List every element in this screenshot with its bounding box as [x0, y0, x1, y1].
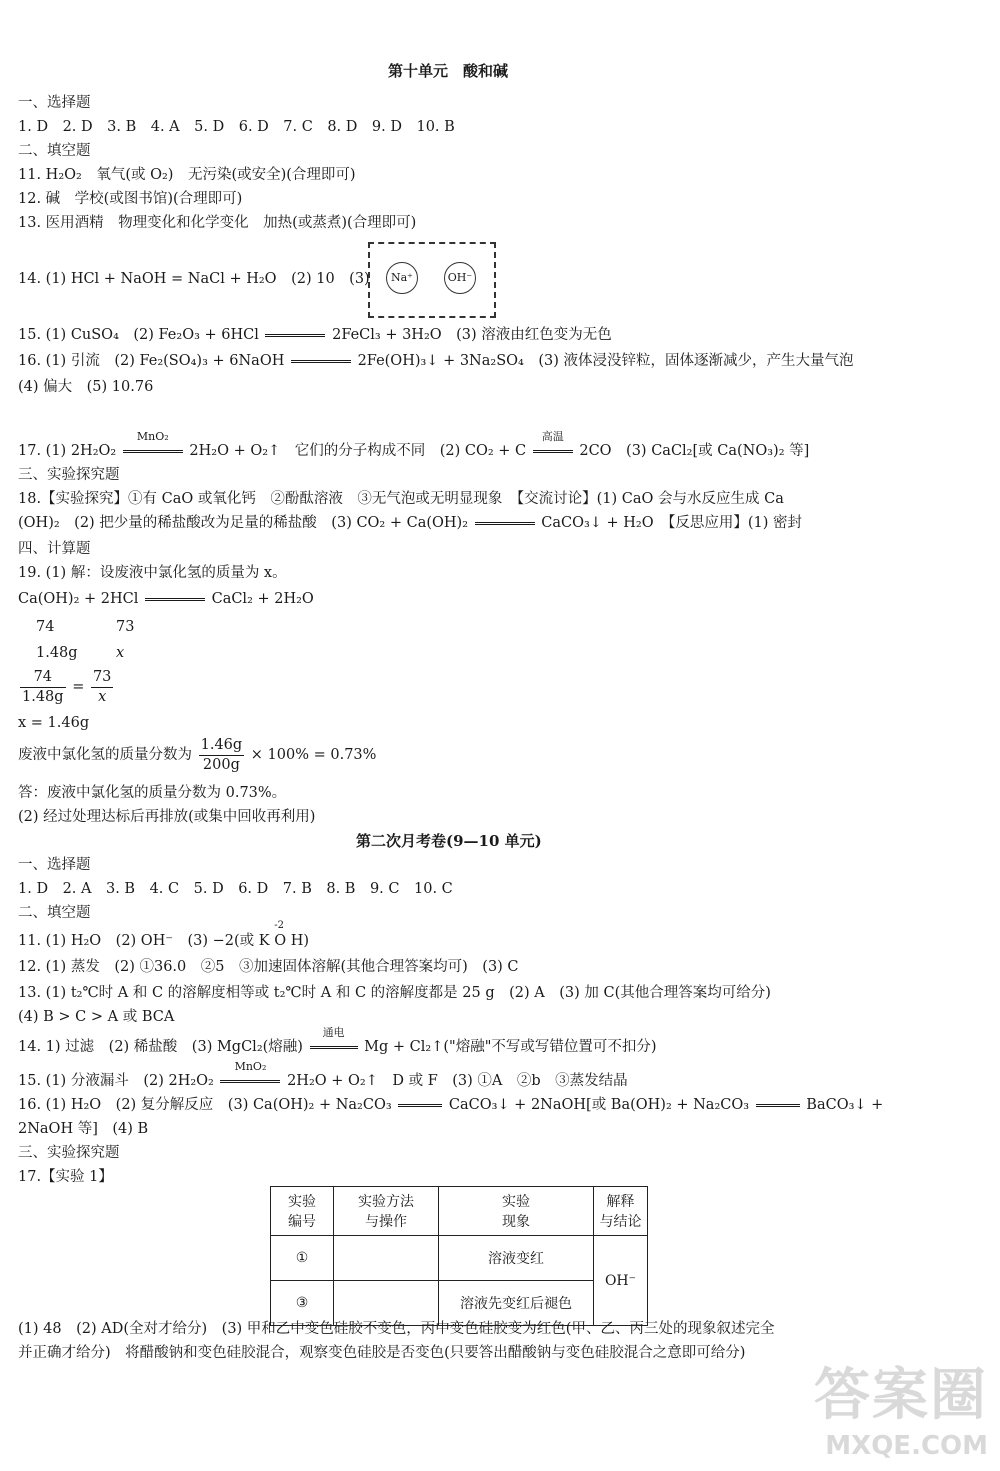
- exam2-q16-cont: 2NaOH 等] (4) B: [18, 1121, 149, 1137]
- unit10-section-fill: 二、填空题: [18, 143, 91, 159]
- table-header-row: 实验 编号 实验方法 与操作 实验 现象 解释 与结论: [271, 1187, 648, 1236]
- unit10-q12: 12. 碱 学校(或图书馆)(合理即可): [18, 191, 243, 207]
- hydroxide-ion-circle: OH⁻: [444, 262, 476, 294]
- exam2-q17: 17.【实验 1】: [18, 1169, 113, 1185]
- unit10-q15: 15. (1) CuSO₄ (2) Fe₂O₃ + 6HCl 2FeCl₃ + 3H₂O (3) 溶液由红色变为无色: [18, 327, 612, 343]
- unit10-q19-equation: Ca(OH)₂ + 2HCl CaCl₂ + 2H₂O: [18, 591, 314, 607]
- unit10-q18: 18.【实验探究】①有 CaO 或氧化钙 ②酚酞溶液 ③无气泡或无明显现象 【交流讨论】(1) CaO 会与水反应生成 Ca: [18, 491, 784, 507]
- unit10-q16-cont: (4) 偏大 (5) 10.76: [18, 379, 154, 395]
- exam2-section-experiment: 三、实验探究题: [18, 1145, 120, 1161]
- reaction-arrow-mno2: MnO₂: [220, 1074, 280, 1089]
- molar-mass-caoh2: 74: [36, 619, 55, 635]
- watermark-logo: 答案圈 MXQE.COM: [814, 1362, 988, 1461]
- exam2-q11: 11. (1) H₂O (2) OH⁻ (3) −2(或 K -2 O H): [18, 920, 310, 949]
- unit10-q11: 11. H₂O₂ 氧气(或 O₂) 无污染(或安全)(合理即可): [18, 167, 356, 183]
- unit10-title: 第十单元 酸和碱: [388, 62, 509, 80]
- unit10-q17: 17. (1) 2H₂O₂ MnO₂ 2H₂O + O₂↑ 它们的分子构成不同 (2) CO₂ + C 高温 2CO (3) CaCl₂[或 Ca(NO₃)₂ 等]: [18, 430, 810, 459]
- reaction-arrow: [475, 516, 535, 531]
- reaction-arrow-electrolysis: 通电: [310, 1040, 358, 1055]
- conclusion-cell: OH⁻: [594, 1236, 648, 1326]
- sodium-ion-circle: Na⁺: [386, 262, 418, 294]
- molar-mass-hcl: 73: [116, 619, 135, 635]
- unit10-q19-proportion: $\frac{74}{1.48g}$ = $\frac{73}{x}$: [22, 669, 112, 705]
- table-row: ③ 溶液先变红后褪色: [271, 1281, 648, 1326]
- reaction-arrow: [756, 1098, 800, 1113]
- exam2-q16: 16. (1) H₂O (2) 复分解反应 (3) Ca(OH)₂ + Na₂CO₃ CaCO₃↓ + 2NaOH[或 Ba(OH)₂ + Na₂CO₃ BaCO₃↓ +: [18, 1097, 884, 1113]
- experiment-table: [270, 1186, 648, 1326]
- unit10-choice-answers: 1. D 2. D 3. B 4. A 5. D 6. D 7. C 8. D 9. D 10. B: [18, 119, 455, 135]
- exam2-section-choice: 一、选择题: [18, 857, 91, 873]
- unit10-q19-answer: 答：废液中氯化氢的质量分数为 0.73%。: [18, 785, 287, 801]
- exam2-q14: 14. 1) 过滤 (2) 稀盐酸 (3) MgCl₂(熔融) 通电 Mg + Cl₂↑("熔融"不写或写错位置可不扣分): [18, 1026, 657, 1055]
- exam2-q13-cont: (4) B > C > A 或 BCA: [18, 1009, 175, 1025]
- reaction-arrow-high-temp: 高温: [533, 444, 573, 459]
- valence-o: -2 O: [274, 920, 287, 949]
- unit10-q19-part2: (2) 经过处理达标后再排放(或集中回收再利用): [18, 809, 316, 825]
- table-row: ① 溶液变红 OH⁻: [271, 1236, 648, 1281]
- exam2-q17-answer-cont: 并正确才给分) 将醋酸钠和变色硅胶混合，观察变色硅胶是否变色(只要答出醋酸钠与变色硅胶混合之意即可给分): [18, 1345, 746, 1361]
- reaction-arrow-mno2: MnO₂: [123, 444, 183, 459]
- mass-caoh2: 1.48g: [36, 645, 78, 661]
- reaction-arrow: [145, 592, 205, 607]
- exam2-q17-answer: (1) 48 (2) AD(全对才给分) (3) 甲和乙中变色硅胶不变色，丙中变色硅胶变为红色(甲、乙、丙三处的现象叙述完全: [18, 1321, 775, 1337]
- mass-unknown-x: x: [116, 645, 125, 661]
- reaction-arrow: [398, 1098, 442, 1113]
- unit10-q16: 16. (1) 引流 (2) Fe₂(SO₄)₃ + 6NaOH 2Fe(OH)₃↓ + 3Na₂SO₄ (3) 液体浸没锌粒，固体逐渐减少，产生大量气泡: [18, 353, 854, 369]
- unit10-q13: 13. 医用酒精 物理变化和化学变化 加热(或蒸煮)(合理即可): [18, 215, 417, 231]
- exam2-section-fill: 二、填空题: [18, 905, 91, 921]
- exam2-choice-answers: 1. D 2. A 3. B 4. C 5. D 6. D 7. B 8. B 9. C 10. C: [18, 881, 453, 897]
- exam2-title: 第二次月考卷(9—10 单元): [356, 832, 542, 850]
- unit10-q18-cont: (OH)₂ (2) 把少量的稀盐酸改为足量的稀盐酸 (3) CO₂ + Ca(OH)₂ CaCO₃↓ + H₂O 【反思应用】(1) 密封: [18, 515, 803, 531]
- ion-diagram-box: [368, 242, 496, 318]
- exam2-q13: 13. (1) t₂℃时 A 和 C 的溶解度相等或 t₂℃时 A 和 C 的溶解度都是 25 g (2) A (3) 加 C(其他合理答案均可给分): [18, 985, 771, 1001]
- unit10-section-choice: 一、选择题: [18, 95, 91, 111]
- unit10-q19-percent: 废液中氯化氢的质量分数为 $\frac{1.46g}{200g}$ × 100% = 0.73%: [18, 737, 377, 773]
- unit10-section-experiment: 三、实验探究题: [18, 467, 120, 483]
- exam2-q15: 15. (1) 分液漏斗 (2) 2H₂O₂ MnO₂ 2H₂O + O₂↑ D 或 F (3) ①A ②b ③蒸发结晶: [18, 1060, 628, 1089]
- reaction-arrow: [291, 354, 351, 369]
- unit10-q19: 19. (1) 解：设废液中氯化氢的质量为 x。: [18, 565, 287, 581]
- unit10-q14: 14. (1) HCl + NaOH = NaCl + H₂O (2) 10 (3): [18, 271, 370, 287]
- exam2-q12: 12. (1) 蒸发 (2) ①36.0 ②5 ③加速固体溶解(其他合理答案均可) (3) C: [18, 959, 519, 975]
- unit10-section-calc: 四、计算题: [18, 541, 91, 557]
- unit10-q19-x-result: x = 1.46g: [18, 715, 90, 731]
- reaction-arrow: [265, 328, 325, 343]
